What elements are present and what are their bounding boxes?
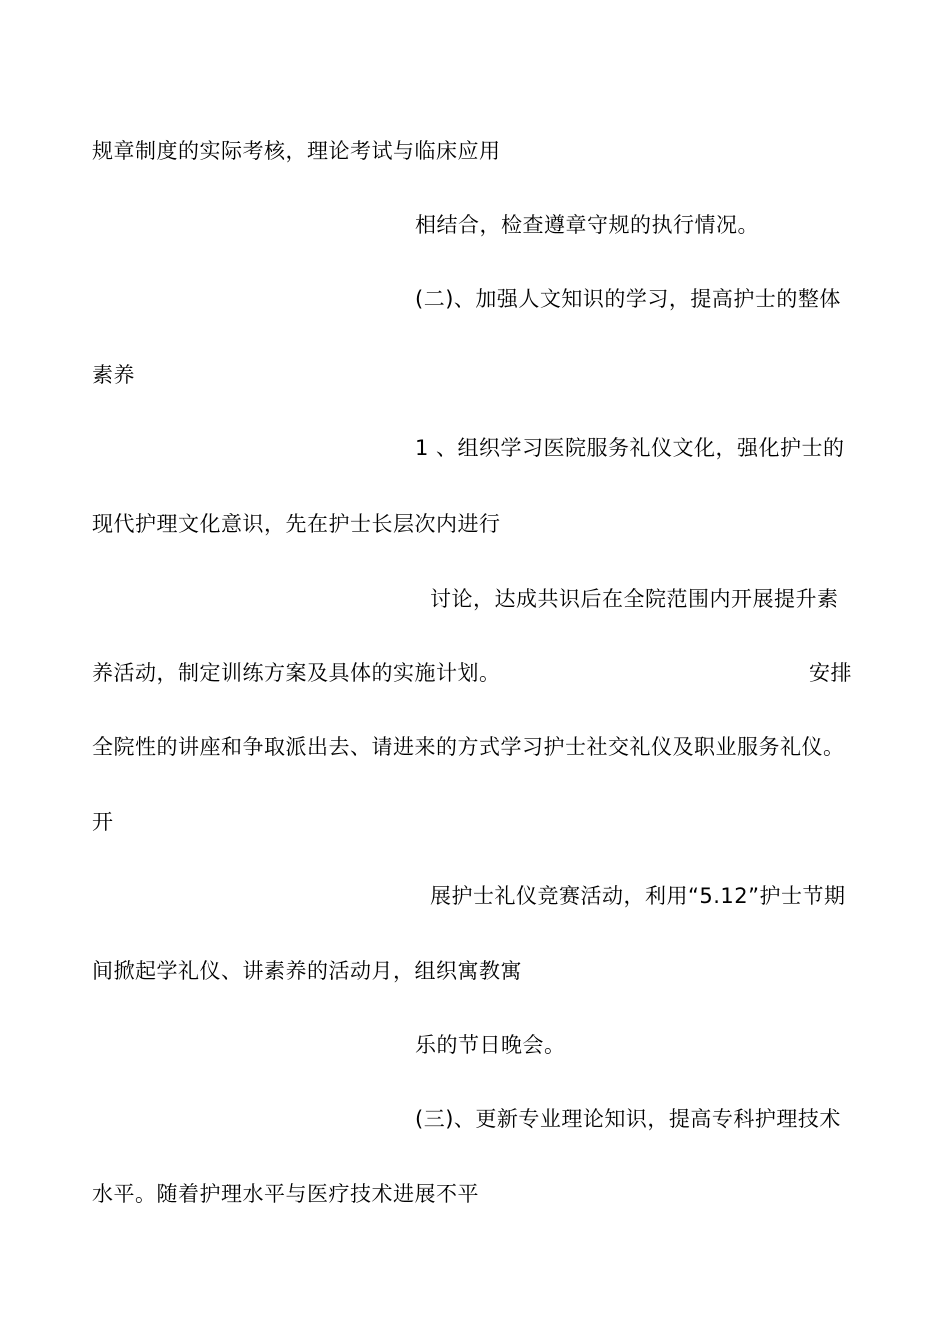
text-line: 乐的节日晚会。	[415, 1033, 566, 1057]
text-line: 展护士礼仪竞赛活动，利用“5.12”护士节期	[430, 884, 846, 908]
text-line: 现代护理文化意识，先在护士长层次内进行	[92, 512, 501, 536]
text-line: 讨论，达成共识后在全院范围内开展提升素	[430, 587, 839, 611]
text-line: 开	[92, 810, 114, 834]
text-line: 安排	[809, 661, 852, 685]
section-heading: (二)、加强人文知识的学习，提高护士的整体	[415, 287, 841, 311]
text-line: 水平。随着护理水平与医疗技术进展不平	[92, 1182, 479, 1206]
text-line: 养活动，制定训练方案及具体的实施计划。	[92, 661, 501, 685]
text-line: 规章制度的实际考核，理论考试与临床应用	[92, 139, 501, 163]
section-heading: (三)、更新专业理论知识，提高专科护理技术	[415, 1107, 841, 1131]
text-line: 全院性的讲座和争取派出去、请进来的方式学习护士社交礼仪及职业服务礼仪。	[92, 735, 845, 759]
list-item: 1 、组织学习医院服务礼仪文化，强化护士的	[415, 436, 845, 460]
text-line: 间掀起学礼仪、讲素养的活动月，组织寓教寓	[92, 959, 522, 983]
text-line: 素养	[92, 363, 135, 387]
text-line: 相结合，检查遵章守规的执行情况。	[415, 213, 759, 237]
